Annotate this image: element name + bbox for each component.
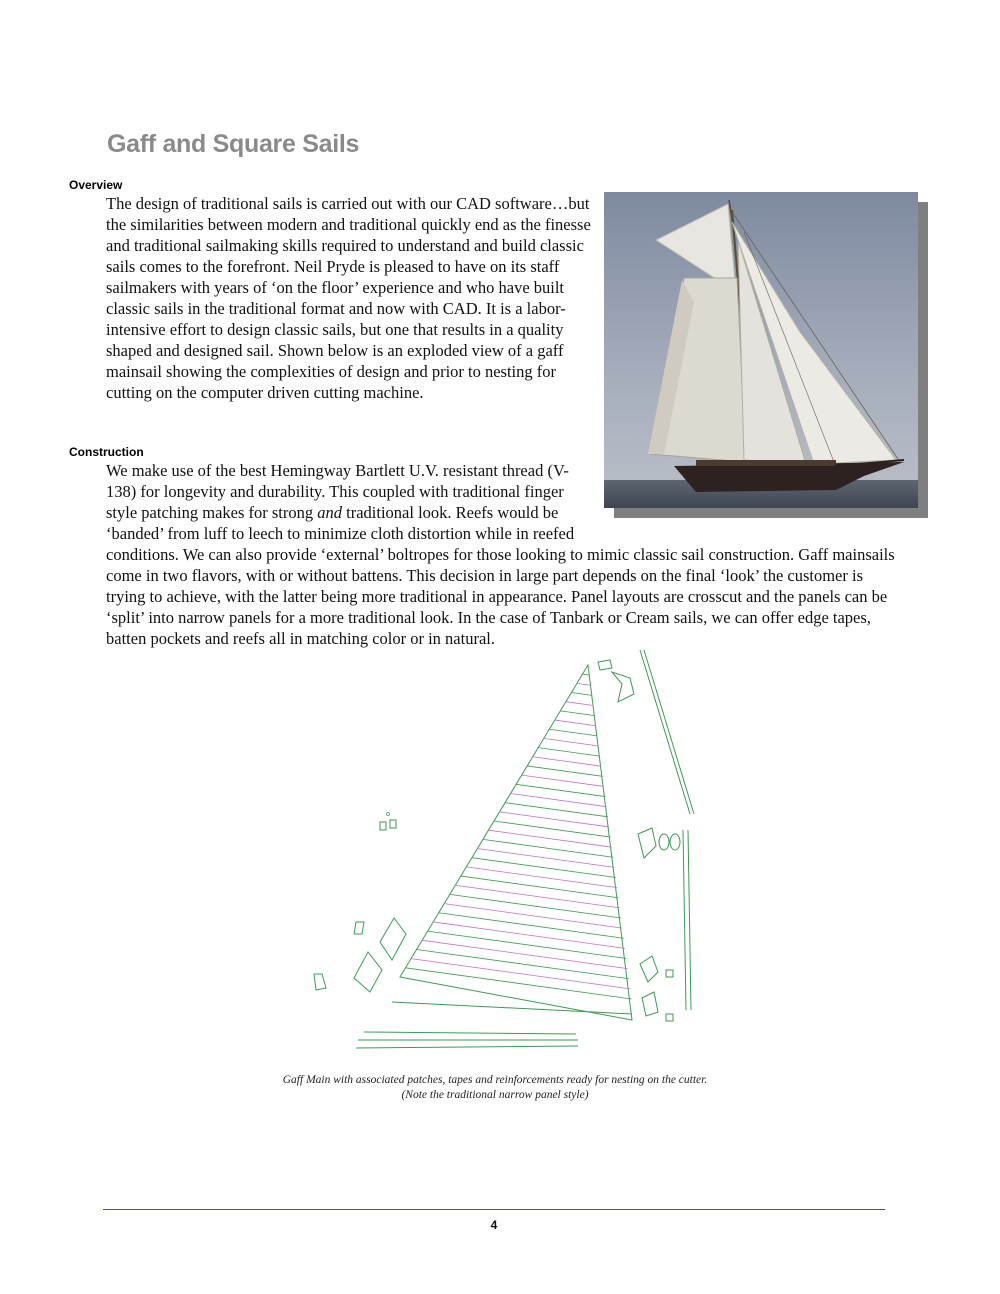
grommet-mark xyxy=(387,813,390,816)
panel-seam xyxy=(472,858,616,878)
construction-text-part2: traditional look. Reefs would be ‘banded’ from luff to leech to minimize cloth distortion while in reefed conditions. We can also provide ‘external’ boltropes for those looking to mimic classic sail construction. Gaff mainsails come in two flavors, with or without battens. This decision in large part depends on the final ‘look’ the customer is trying to achieve, with the latter being more traditional in appearance. Panel layouts are crosscut and the panels can be ‘split’ into narrow panels for a more traditional look. In the case of Tanbark or Cream sails, we can offer edge tapes, batten pockets and reefs all in matching color or in natural. xyxy=(106,503,895,648)
construction-heading: Construction xyxy=(69,445,144,459)
reinforcement-patch xyxy=(598,660,612,670)
panel-seam xyxy=(571,693,592,696)
panel-seam xyxy=(500,812,610,827)
panel-seam xyxy=(527,766,602,776)
tape-strip xyxy=(356,1046,578,1048)
panel-seam xyxy=(488,830,611,847)
reinforcement-patch xyxy=(380,822,386,830)
panel-seam xyxy=(411,959,630,989)
gaff-main-exploded-diagram xyxy=(300,642,710,1057)
panel-seam xyxy=(406,968,632,999)
panel-seam xyxy=(516,784,605,796)
panel-seam xyxy=(533,757,601,766)
tape-strip xyxy=(683,830,686,1010)
photo-wrap-spacer xyxy=(596,460,896,524)
panel-seam xyxy=(483,839,613,857)
construction-text-part1: We make use of the best Hemingway Bartlett U.V. resistant thread (V-138) for longevity and durability. This coupled with traditional finger style patching makes for strong xyxy=(106,461,569,522)
reinforcement-patch xyxy=(314,974,326,990)
tape-strip xyxy=(392,1002,632,1014)
caption-line-2: (Note the traditional narrow panel style) xyxy=(401,1089,589,1101)
panel-seam xyxy=(577,683,591,685)
tape-strip xyxy=(364,1032,576,1034)
panel-seam xyxy=(477,849,614,868)
overview-paragraph: The design of traditional sails is carried out with our CAD software…but the similarities between modern and traditional quickly end as the finesse and traditional sailmaking skills required to understand and build classic sails comes to the forefront. Neil Pryde is pleased to have on its staff sailmakers with years of ‘on the floor’ experience and who have built classic sails in the traditional format and now with CAD. It is a labor-intensive effort to design classic sails, but one that results in a quality shaped and designed sail. Shown below is an exploded view of a gaff mainsail showing the complexities of design and prior to nesting for cutting on the computer driven cutting machine. xyxy=(106,194,591,402)
panel-seam xyxy=(466,867,617,888)
reinforcement-patch xyxy=(380,918,406,960)
reinforcement-patch xyxy=(390,820,396,828)
panel-seam xyxy=(522,775,604,786)
tape-strip xyxy=(644,650,694,814)
panel-seam xyxy=(544,738,599,746)
reinforcement-patch xyxy=(670,834,680,850)
reinforcement-patch xyxy=(666,1014,673,1021)
reinforcement-patch xyxy=(612,672,634,702)
reinforcement-patch xyxy=(642,992,658,1016)
panel-seam xyxy=(444,904,622,929)
construction-paragraph xyxy=(106,460,896,649)
tape-strip xyxy=(640,650,690,814)
panel-seam xyxy=(511,793,607,806)
panel-seam xyxy=(549,729,597,736)
footer-rule xyxy=(103,1209,885,1210)
reinforcement-patch xyxy=(638,828,656,858)
figure-caption xyxy=(200,1073,790,1103)
panel-seam xyxy=(439,913,624,938)
reinforcement-patch xyxy=(354,922,364,934)
overview-heading: Overview xyxy=(69,178,123,192)
panel-seam xyxy=(461,876,619,898)
sail-outline xyxy=(400,665,632,1020)
panel-seam xyxy=(555,720,596,726)
sail-panel-lines xyxy=(406,674,632,999)
panel-seam xyxy=(560,711,594,716)
reinforcement-patch xyxy=(666,970,673,977)
tape-strip xyxy=(688,830,691,1010)
panel-seam xyxy=(433,922,625,948)
panel-seam xyxy=(582,674,589,675)
reinforcement-patch xyxy=(640,956,658,982)
caption-line-1: Gaff Main with associated patches, tapes and reinforcements ready for nesting on the cutter. xyxy=(282,1074,708,1086)
reinforcement-patch xyxy=(354,952,382,992)
panel-seam xyxy=(455,885,619,908)
panel-seam xyxy=(566,702,593,706)
panel-seam xyxy=(494,821,610,837)
construction-emphasis: and xyxy=(317,503,342,522)
page-number: 4 xyxy=(490,1218,498,1232)
panel-seam xyxy=(450,894,621,918)
page-title: Gaff and Square Sails xyxy=(107,130,360,158)
panel-seam xyxy=(538,748,600,756)
reinforcement-patch xyxy=(659,834,669,850)
